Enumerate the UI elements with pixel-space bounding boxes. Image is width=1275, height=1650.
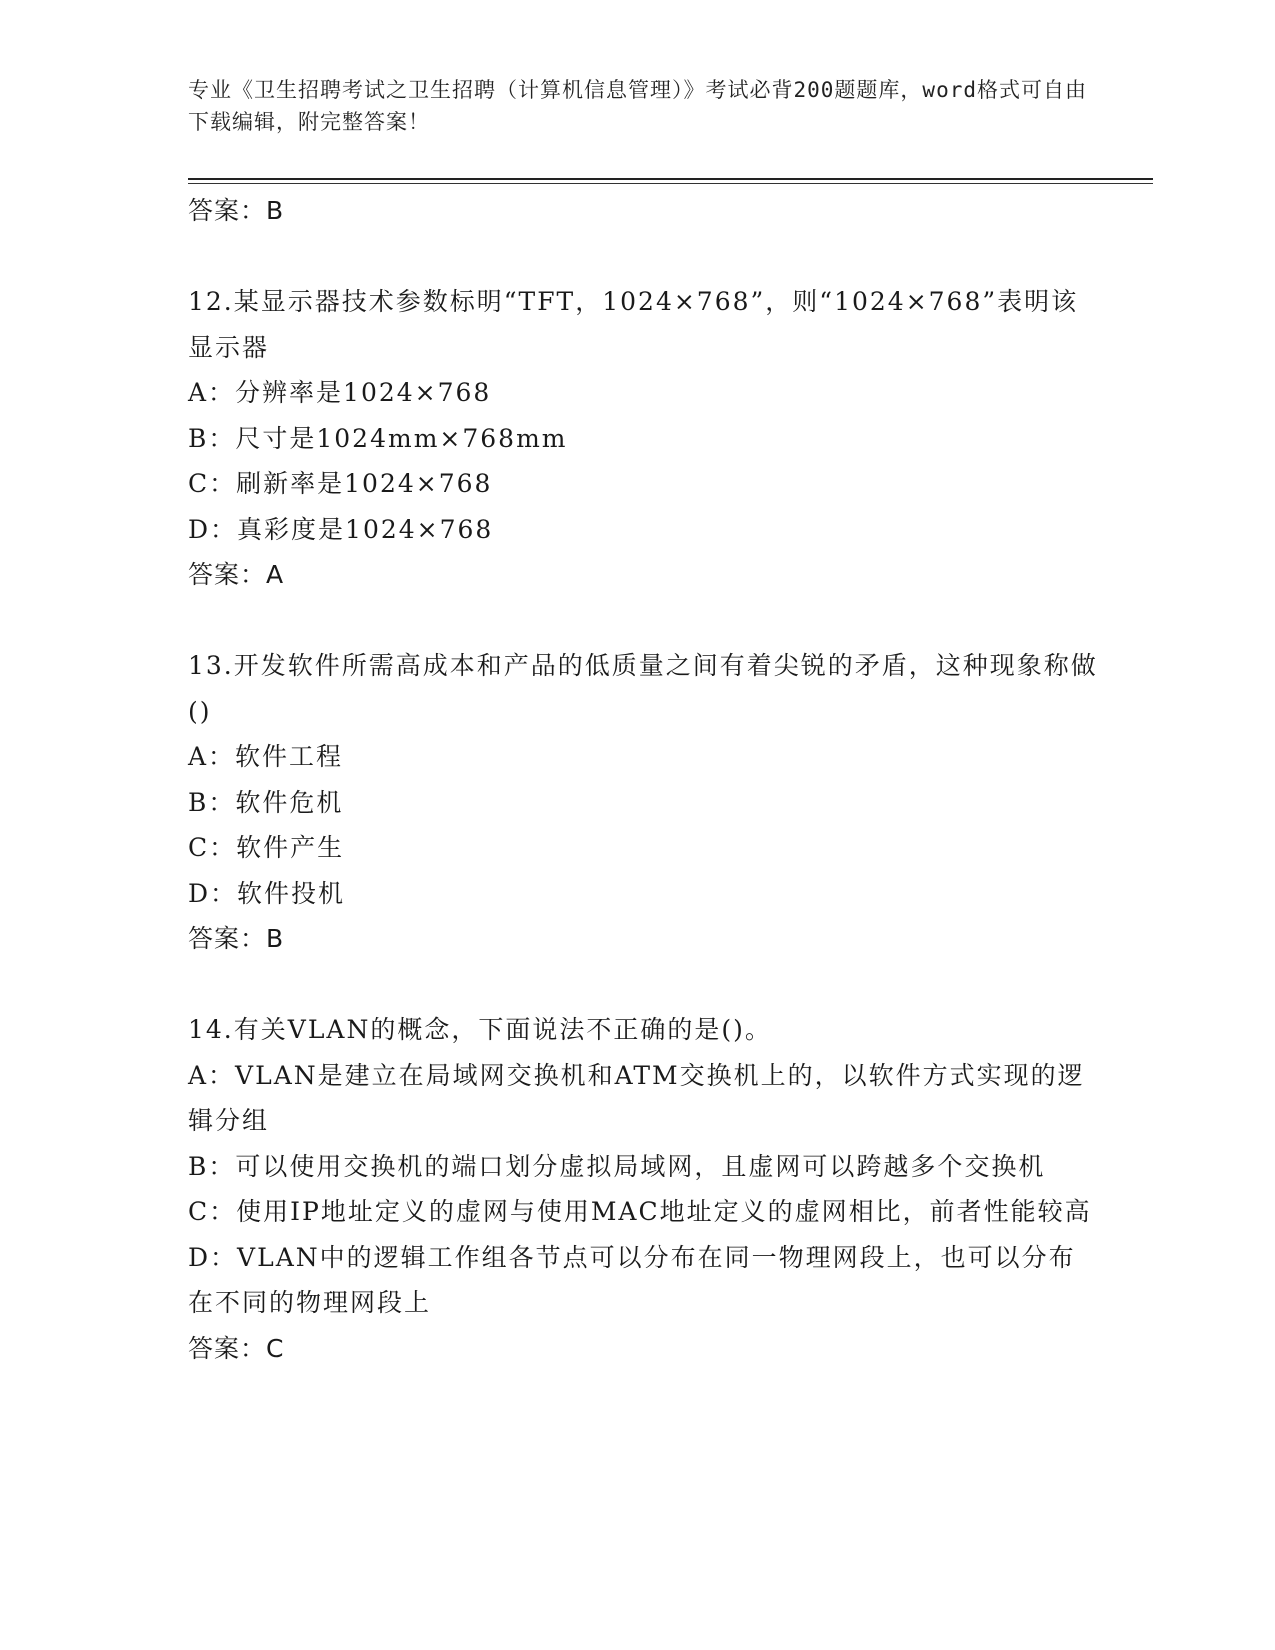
option-c: C：软件产生 [188, 833, 345, 862]
document-header [188, 74, 1098, 138]
answer-line: 答案：B [188, 196, 285, 225]
header-rule-thin [188, 183, 1153, 184]
option-d: D：真彩度是1024×768 [188, 514, 494, 544]
question-block [188, 279, 1098, 598]
option-b: B：尺寸是1024mm×768mm [188, 423, 568, 453]
header-text: 专业《卫生招聘考试之卫生招聘（计算机信息管理）》考试必背200题题库，word格式可自由下载编辑，附完整答案！ [188, 78, 1087, 134]
answer-line: 答案：B [188, 924, 285, 953]
answer-line: 答案：A [188, 560, 285, 589]
option-a: A：VLAN是建立在局域网交换机和ATM交换机上的，以软件方式实现的逻辑分组 [188, 1060, 1085, 1135]
option-b: B：软件危机 [188, 787, 344, 817]
option-c: C：刷新率是1024×768 [188, 469, 493, 498]
spacer [188, 598, 1098, 644]
question-stem: 14.有关VLAN的概念，下面说法不正确的是()。 [188, 1015, 772, 1044]
question-block [188, 643, 1098, 962]
answer-line: 答案：C [188, 1333, 285, 1363]
question-block [188, 1007, 1098, 1371]
question-stem: 13.开发软件所需高成本和产品的低质量之间有着尖锐的矛盾，这种现象称做() [188, 651, 1098, 726]
option-b: B：可以使用交换机的端口划分虚拟局域网，且虚网可以跨越多个交换机 [188, 1151, 1046, 1181]
spacer [188, 962, 1098, 1008]
option-a: A：软件工程 [188, 742, 344, 771]
option-d: D：软件投机 [188, 878, 346, 908]
header-rule [188, 178, 1153, 180]
question-stem: 12.某显示器技术参数标明“TFT，1024×768”，则“1024×768”表明该显示器 [188, 287, 1079, 362]
document-body [188, 188, 1098, 1371]
option-d: D：VLAN中的逻辑工作组各节点可以分布在同一物理网段上，也可以分布在不同的物理网段上 [188, 1242, 1076, 1317]
option-a: A：分辨率是1024×768 [188, 378, 492, 407]
spacer [188, 234, 1098, 280]
option-c: C：使用IP地址定义的虚网与使用MAC地址定义的虚网相比，前者性能较高 [188, 1197, 1092, 1226]
